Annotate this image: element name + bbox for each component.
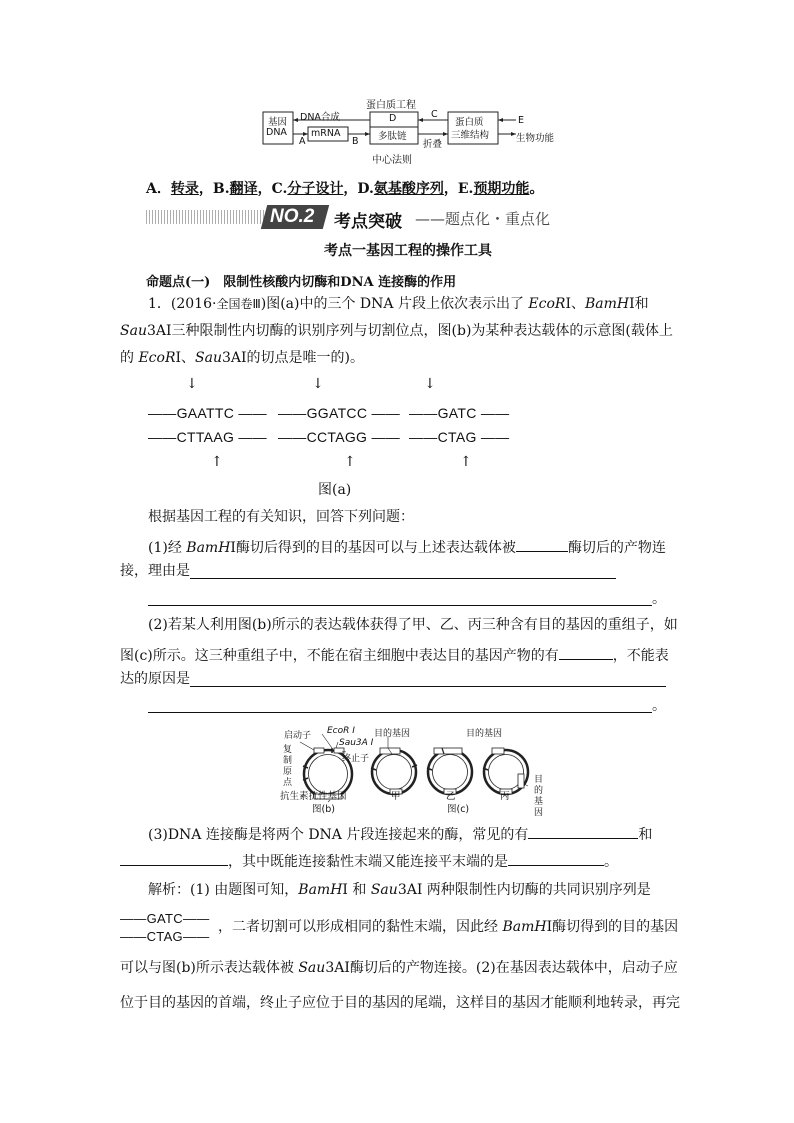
banner-title: 考点突破: [334, 212, 402, 232]
q2-line-1: (2)若某人利用图(b)所示的表达载体获得了甲、乙、丙三种含有目的基因的重组子，如: [148, 617, 678, 633]
resistance-label: 抗生素抗性基因: [280, 791, 347, 802]
subtopic-title: 命题点(一) 限制性核酸内切酶和DNA 连接酶的作用: [146, 275, 457, 290]
analysis-line-1: 解析：(1) 由题图可知，BamHⅠ 和 Sau3AⅠ 两种限制性内切酶的共同识别序列是: [148, 882, 651, 898]
q2-line-3: 达的原因是: [120, 671, 190, 687]
origin-label-2: 制: [283, 756, 293, 766]
analysis-line-2: ，二者切割可以形成相同的黏性末端，因此经 BamHⅠ酶切得到的目的基因: [218, 919, 679, 935]
q2-end: 。: [652, 698, 666, 714]
badge-text: NO.2: [270, 206, 315, 227]
cut-arrow-up-1: ↑: [211, 454, 223, 470]
c-label: C: [431, 109, 438, 120]
terminator-label: 终止子: [342, 754, 370, 764]
prompt-text: 根据基因工程的有关知识，回答下列问题：: [148, 509, 414, 525]
cut-arrow-down-3: ↓: [424, 376, 436, 392]
seq2-top: ——GGATCC ——: [278, 405, 401, 421]
banner-dots: [146, 210, 266, 224]
target-gene-label-yi: 目的基因: [466, 729, 503, 739]
yi-label: 乙: [446, 791, 456, 802]
q1-blank-1[interactable]: [516, 537, 568, 552]
seq1-bottom: ——CTTAAG ——: [148, 429, 267, 445]
seq3-bottom: ——CTAG ——: [409, 429, 510, 445]
cut-arrow-up-3: ↑: [460, 454, 472, 470]
seq3-top: ——GATC ——: [409, 405, 510, 421]
analysis-seq-bottom: ——CTAG——: [120, 929, 210, 944]
jia-label: 甲: [391, 791, 401, 802]
origin-label-4: 点: [283, 778, 293, 788]
analysis-line-4: 位于目的基因的首端，终止子应位于目的基因的尾端，这样目的基因才能顺利地转录，再完: [120, 995, 680, 1011]
plasmid-jia: [371, 736, 417, 794]
dna-synthesis-label: DNA合成: [300, 112, 340, 123]
origin-label-3: 原: [283, 767, 293, 777]
bing-label: 丙: [500, 791, 510, 802]
q2-blank-1[interactable]: [559, 645, 613, 660]
figure-c-caption: 图(c): [447, 804, 470, 815]
target-gene-label-jia: 目的基因: [374, 729, 411, 739]
cut-arrow-down-1: ↓: [186, 376, 198, 392]
seq2-bottom: ——CCTAGG ——: [278, 429, 401, 445]
q1-answer-line-1[interactable]: [190, 578, 616, 579]
question-line-1: 1．(2016·全国卷Ⅲ)图(a)中的三个 DNA 片段上依次表示出了 EcoRⅠ、BamHⅠ和: [148, 296, 649, 312]
gene-box-line1: 基因: [268, 117, 288, 128]
b-label: B: [352, 136, 359, 147]
promoter-label: 启动子: [284, 731, 312, 741]
q1-answer-line-2[interactable]: [148, 605, 652, 606]
cut-arrow-down-2: ↓: [312, 376, 324, 392]
q2-line-2: 图(c)所示。这三种重组子中，不能在宿主细胞中表达目的基因产物的有 ，不能表: [120, 645, 669, 663]
q1-line-1: (1)经 BamHⅠ酶切后得到的目的基因可以与上述表达载体被 酶切后的产物连: [148, 537, 666, 555]
origin-label-1: 复: [283, 745, 293, 755]
target-gene-label-bing: 目 的 基 因: [534, 775, 544, 818]
q2-answer-line-1[interactable]: [190, 686, 666, 687]
polypeptide-box: 多肽链: [378, 131, 407, 142]
banner-subtitle: ——题点化・重点化: [415, 210, 551, 228]
q3-blank-1[interactable]: [528, 824, 638, 839]
gene-box-line2: DNA: [266, 127, 287, 138]
question-line-3: 的 EcoRⅠ、Sau3AⅠ的切点是唯一的)。: [120, 350, 364, 366]
e-label: E: [518, 115, 525, 126]
q2-answer-line-2[interactable]: [148, 712, 652, 713]
protein-box-line2: 三维结构: [451, 130, 490, 141]
sau-label: Sau3A Ⅰ: [339, 738, 374, 748]
analysis-seq-top: ——GATC——: [120, 911, 210, 926]
q3-line-2: ，其中既能连接黏性末端又能连接平末端的是 。: [120, 851, 618, 869]
cut-arrow-up-2: ↑: [344, 454, 356, 470]
topic-title: 考点一基因工程的操作工具: [324, 243, 492, 259]
q3-line-1: (3)DNA 连接酶是将两个 DNA 片段连接起来的酶，常见的有 和: [148, 824, 652, 842]
q3-blank-2[interactable]: [120, 851, 228, 866]
seq1-top: ——GAATTC ——: [148, 405, 267, 421]
a-label: A: [299, 136, 306, 147]
protein-engineering-label: 蛋白质工程: [366, 100, 416, 111]
figure-a-caption: 图(a): [318, 482, 352, 498]
function-label: 生物功能: [516, 133, 555, 144]
d-box: D: [389, 113, 397, 124]
figure-b-caption: 图(b): [312, 804, 335, 815]
mrna-box: mRNA: [311, 128, 341, 139]
protein-box-line1: 蛋白质: [455, 117, 484, 128]
fold-label: 折叠: [423, 139, 443, 150]
answer-line: A．转录，B.翻译，C.分子设计，D.氨基酸序列，E.预期功能。: [146, 181, 544, 197]
q1-end: 。: [652, 591, 666, 607]
analysis-line-3: 可以与图(b)所示表达载体被 Sau3AⅠ酶切后的产物连接。(2)在基因表达载体中，启动子应: [120, 960, 678, 976]
q1-line-2: 接，理由是: [120, 563, 190, 579]
central-dogma-label: 中心法则: [372, 155, 412, 166]
question-line-2: Sau3AⅠ三种限制性内切酶的识别序列与切割位点，图(b)为某种表达载体的示意图(载体上: [120, 323, 673, 339]
ecor-label: EcoR Ⅰ: [327, 726, 355, 736]
q3-blank-3[interactable]: [508, 851, 604, 866]
